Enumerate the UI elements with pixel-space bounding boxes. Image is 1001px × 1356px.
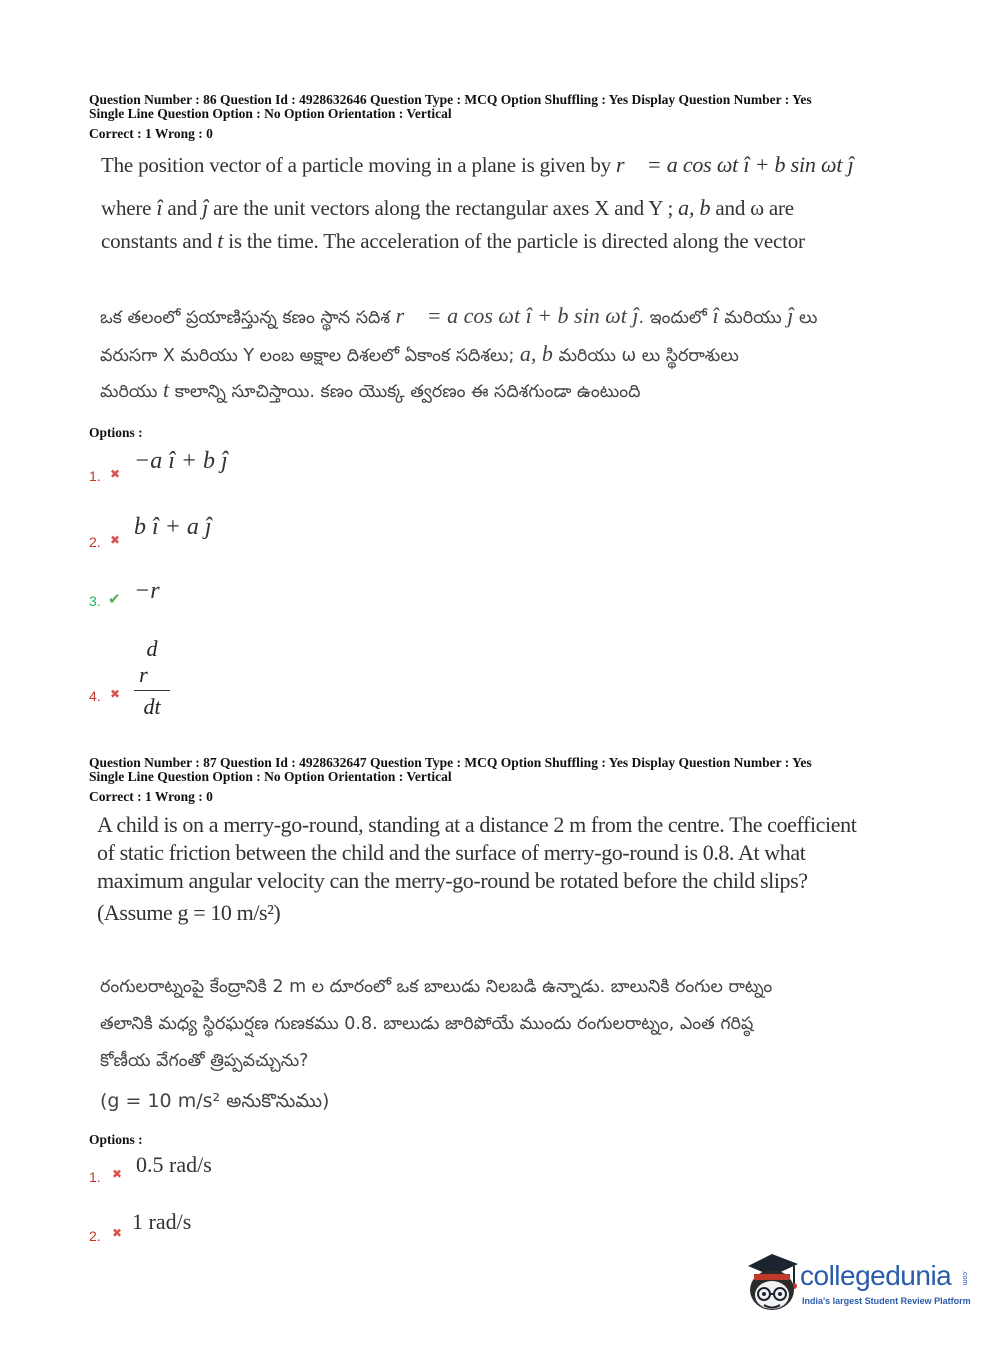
q87-english-line-1: A child is on a merry-go-round, standing at a distance 2 m from the centre. The coefficient xyxy=(97,812,857,837)
q87-option-2-number: 2. xyxy=(89,1228,101,1244)
q87-marks: Correct : 1 Wrong : 0 xyxy=(89,789,213,804)
q86-option-2-value[interactable]: b î + a ĵ xyxy=(134,514,212,540)
q87-meta-line-1: Question Number : 87 Question Id : 4928632647 Question Type : MCQ Option Shuffling : Yes Display Question Number : Yes xyxy=(89,755,812,770)
q86-meta-line-2: Single Line Question Option : No Option Orientation : Vertical xyxy=(89,106,452,121)
fraction-denominator: dt xyxy=(143,694,161,719)
q86-option-1-value[interactable]: −a î + b ĵ xyxy=(134,448,228,474)
q86-english-line-1: The position vector of a particle moving in a plane is given by r⃗ = a cos ωt î + b sin ωt ĵ xyxy=(101,152,854,177)
mascot-icon xyxy=(742,1250,800,1316)
q86-position-formula: r⃗ = a cos ωt î + b sin ωt ĵ xyxy=(616,152,854,177)
q86-marks: Correct : 1 Wrong : 0 xyxy=(89,126,213,141)
q86-english-line-3: constants and t is the time. The acceleration of the particle is directed along the vector xyxy=(101,228,805,253)
wrong-mark-icon: ✖ xyxy=(112,1226,123,1240)
q87-english-line-3: maximum angular velocity can the merry-go-round be rotated before the child slips? xyxy=(97,868,808,893)
q87-english-line-2: of static friction between the child and the surface of merry-go-round is 0.8. At what xyxy=(97,840,806,865)
q87-telugu-line-3: కోణీయ వేగంతో త్రిప్పవచ్చును? xyxy=(100,1051,309,1071)
q87-english-line-4: (Assume g = 10 m/s²) xyxy=(97,900,281,925)
q87-telugu-line-1: రంగులరాట్నంపై కేంద్రానికి 2 m ల దూరంలో ఒక బాలుడు నిలబడి ఉన్నాడు. బాలునికి రంగుల రాట్నం xyxy=(100,977,773,997)
logo-domain-suffix: .com xyxy=(961,1270,968,1286)
q86-options-label: Options : xyxy=(89,425,143,440)
wrong-mark-icon: ✖ xyxy=(110,533,121,547)
logo-tagline: India's largest Student Review Platform xyxy=(802,1296,971,1306)
wrong-mark-icon: ✖ xyxy=(112,1167,123,1181)
q87-option-1-value[interactable]: 0.5 rad/s xyxy=(136,1152,212,1177)
q87-options-label: Options : xyxy=(89,1132,143,1147)
logo-wordmark: collegedunia xyxy=(800,1260,952,1291)
q86-option-3-value[interactable]: −r⃗ xyxy=(134,578,179,604)
q87-telugu-line-2: తలానికి మధ్య స్థిరఘర్షణ గుణకము 0.8. బాలుడు జారిపోయే ముందు రంగులరాట్నం, ఎంత గరిష్ఠ xyxy=(100,1014,754,1034)
q86-telugu-line-2: వరుసగా X మరియు Y లంబ అక్షాల దిశలలో ఏకాంక సదిశలు; a, b మరియు ω లు స్థిరరాశులు xyxy=(100,341,739,366)
wrong-mark-icon: ✖ xyxy=(110,687,121,701)
q86-telugu-line-1: ఒక తలంలో ప్రయాణిస్తున్న కణం స్థాన సదిశ r⃗ = a cos ωt î + b sin ωt ĵ. ఇందులో î మరియు ĵ లు xyxy=(100,303,818,328)
q87-meta-line-2: Single Line Question Option : No Option Orientation : Vertical xyxy=(89,769,452,784)
q86-option-1-number: 1. xyxy=(89,468,101,484)
q86-option-4-number: 4. xyxy=(89,688,101,704)
q87-option-2-value[interactable]: 1 rad/s xyxy=(132,1209,192,1234)
collegedunia-logo xyxy=(742,1250,972,1320)
correct-check-icon: ✔ xyxy=(108,590,121,608)
q86-meta-line-1: Question Number : 86 Question Id : 4928632646 Question Type : MCQ Option Shuffling : Yes Display Question Number : Yes xyxy=(89,92,812,107)
q87-telugu-line-4: (g = 10 m/s² అనుకొనుము) xyxy=(100,1090,330,1112)
q87-option-1-number: 1. xyxy=(89,1169,101,1185)
q86-option-4-fraction[interactable] xyxy=(134,636,170,720)
wrong-mark-icon: ✖ xyxy=(110,467,121,481)
q86-telugu-line-3: మరియు t కాలాన్ని సూచిస్తాయి. కణం యొక్క త్వరణం ఈ సదిశగుండా ఉంటుంది xyxy=(100,377,641,402)
q86-option-2-number: 2. xyxy=(89,534,101,550)
q86-english-line-2: where î and ĵ are the unit vectors along the rectangular axes X and Y ; a, b and ω are xyxy=(101,195,794,220)
q86-option-3-number: 3. xyxy=(89,593,101,609)
fraction-numerator: d r⃗ xyxy=(134,636,170,691)
